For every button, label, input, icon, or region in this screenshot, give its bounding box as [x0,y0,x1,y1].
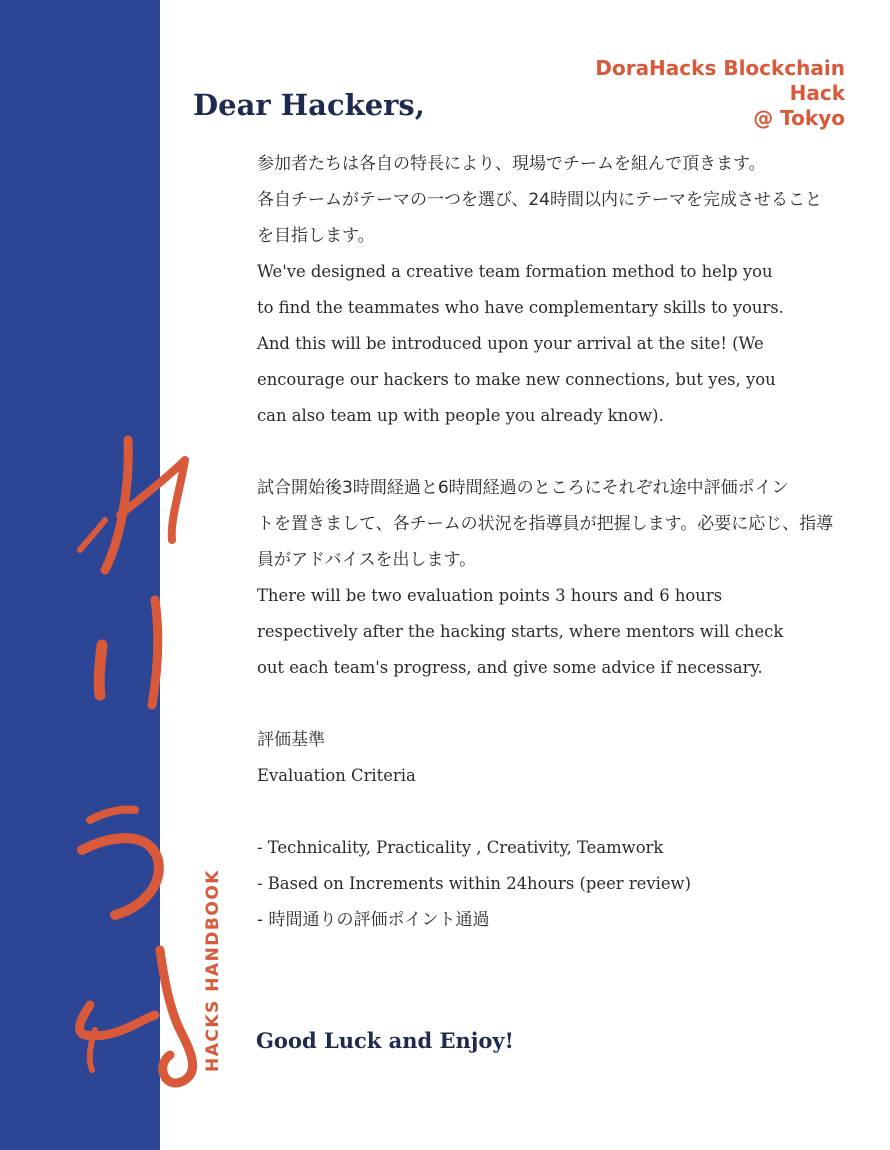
paragraph-spacer [257,794,857,830]
paragraph-spacer [257,686,857,722]
calligraphy-stroke [160,950,193,1083]
calligraphy-stroke [90,1030,95,1070]
closing-line: Good Luck and Enjoy! [256,1028,514,1053]
criteria-item: - 時間通りの評価ポイント通過 [257,910,490,930]
hacks-handbook-label: HACKS HANDBOOK [203,869,223,1072]
calligraphy-stroke [105,440,128,570]
calligraphy-stroke [80,1005,155,1036]
eval-jp-line: 員がアドバイスを出します。 [257,550,477,570]
eval-jp-line: トを置きまして、各チームの状況を指導員が把握します。必要に応じ、指導 [257,514,834,534]
calligraphy-artwork [60,420,220,1100]
team-jp-line: 各自チームがテーマの一つを選び、24時間以内にテーマを完成させること [257,190,822,210]
team-en-line: And this will be introduced upon your arrival at the site! (We [257,334,764,353]
calligraphy-stroke [152,600,158,705]
team-en-line: We've designed a creative team formation method to help you [257,262,773,281]
team-jp-line: 参加者たちは各自の特長により、現場でチームを組んで頂きます。 [257,154,766,174]
eval-en-line: out each team's progress, and give some advice if necessary. [257,658,763,677]
criteria-item: - Technicality, Practicality , Creativity, Teamwork [257,838,664,857]
eval-en-line: respectively after the hacking starts, where mentors will check [257,622,784,641]
calligraphy-stroke [90,809,135,820]
calligraphy-stroke [80,520,105,550]
event-title-line: Hack [789,81,845,105]
letter-body [257,146,857,938]
greeting-heading: Dear Hackers, [193,88,425,122]
team-jp-line: を目指します。 [257,226,375,246]
team-en-line: to find the teammates who have complementary skills to yours. [257,298,784,317]
team-en-line: encourage our hackers to make new connections, but yes, you [257,370,776,389]
calligraphy-stroke [99,645,102,695]
criteria-heading-en: Evaluation Criteria [257,766,416,785]
team-en-line: can also team up with people you already know). [257,406,664,425]
criteria-heading-jp: 評価基準 [257,730,325,750]
event-title-line: @ Tokyo [753,106,845,130]
eval-jp-line: 試合開始後3時間経過と6時間経過のところにそれぞれ途中評価ポイン [257,478,789,498]
eval-en-line: There will be two evaluation points 3 hours and 6 hours [257,586,723,605]
calligraphy-stroke [82,838,159,915]
criteria-item: - Based on Increments within 24hours (peer review) [257,874,691,893]
event-title-line: DoraHacks Blockchain [595,56,845,80]
event-title [545,56,845,131]
paragraph-spacer [257,434,857,470]
